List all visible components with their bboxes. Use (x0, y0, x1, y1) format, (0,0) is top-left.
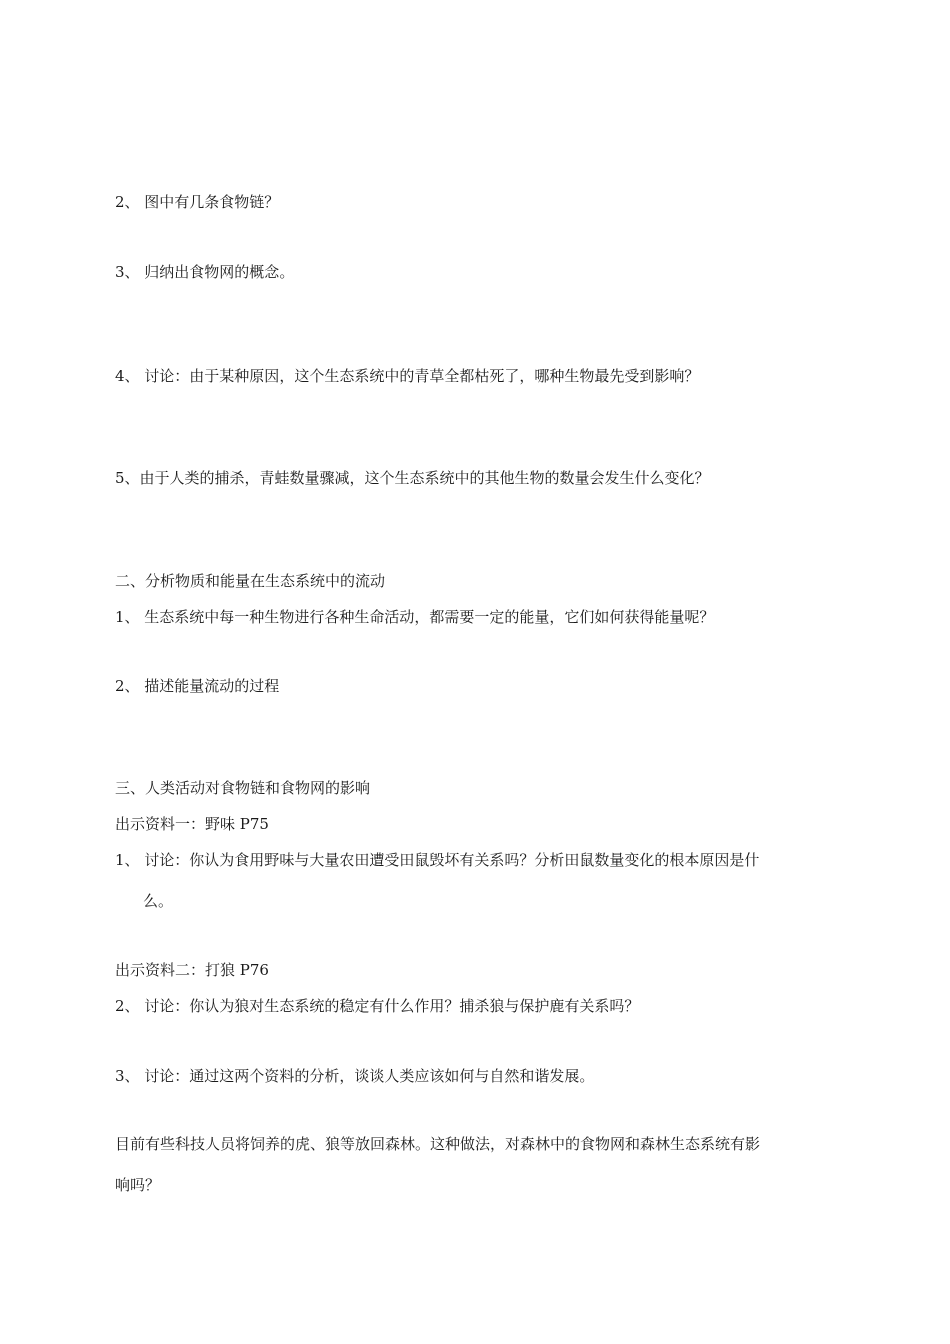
line-s3q3: 3、 讨论：通过这两个资料的分析，谈谈人类应该如何与自然和谐发展。 (115, 1067, 595, 1085)
line-s2q1: 1、 生态系统中每一种生物进行各种生命活动，都需要一定的能量，它们如何获得能量呢？ (115, 608, 715, 626)
line-s3q1: 1、 讨论：你认为食用野味与大量农田遭受田鼠毁坏有关系吗？分析田鼠数量变化的根本原因是什 (115, 851, 760, 869)
line-s3q2: 2、 讨论：你认为狼对生态系统的稳定有什么作用？捕杀狼与保护鹿有关系吗？ (115, 997, 640, 1015)
line-s3q1-cont: 么。 (143, 892, 174, 910)
line-q4: 4、 讨论：由于某种原因，这个生态系统中的青草全都枯死了，哪种生物最先受到影响？ (115, 367, 700, 385)
material-1: 出示资料一：野味 P75 (115, 815, 269, 833)
line-q2: 2、 图中有几条食物链？ (115, 193, 280, 211)
line-s2q2: 2、 描述能量流动的过程 (115, 677, 280, 695)
line-q3: 3、 归纳出食物网的概念。 (115, 263, 295, 281)
line-q5: 5、由于人类的捕杀，青蛙数量骤减，这个生态系统中的其他生物的数量会发生什么变化？ (115, 469, 710, 487)
material-2: 出示资料二：打狼 P76 (115, 961, 269, 979)
section-3-heading: 三、人类活动对食物链和食物网的影响 (115, 779, 371, 797)
final-question: 目前有些科技人员将饲养的虎、狼等放回森林。这种做法，对森林中的食物网和森林生态系统有影 (115, 1135, 761, 1153)
section-2-heading: 二、分析物质和能量在生态系统中的流动 (115, 572, 386, 590)
final-question-cont: 响吗？ (115, 1176, 161, 1194)
